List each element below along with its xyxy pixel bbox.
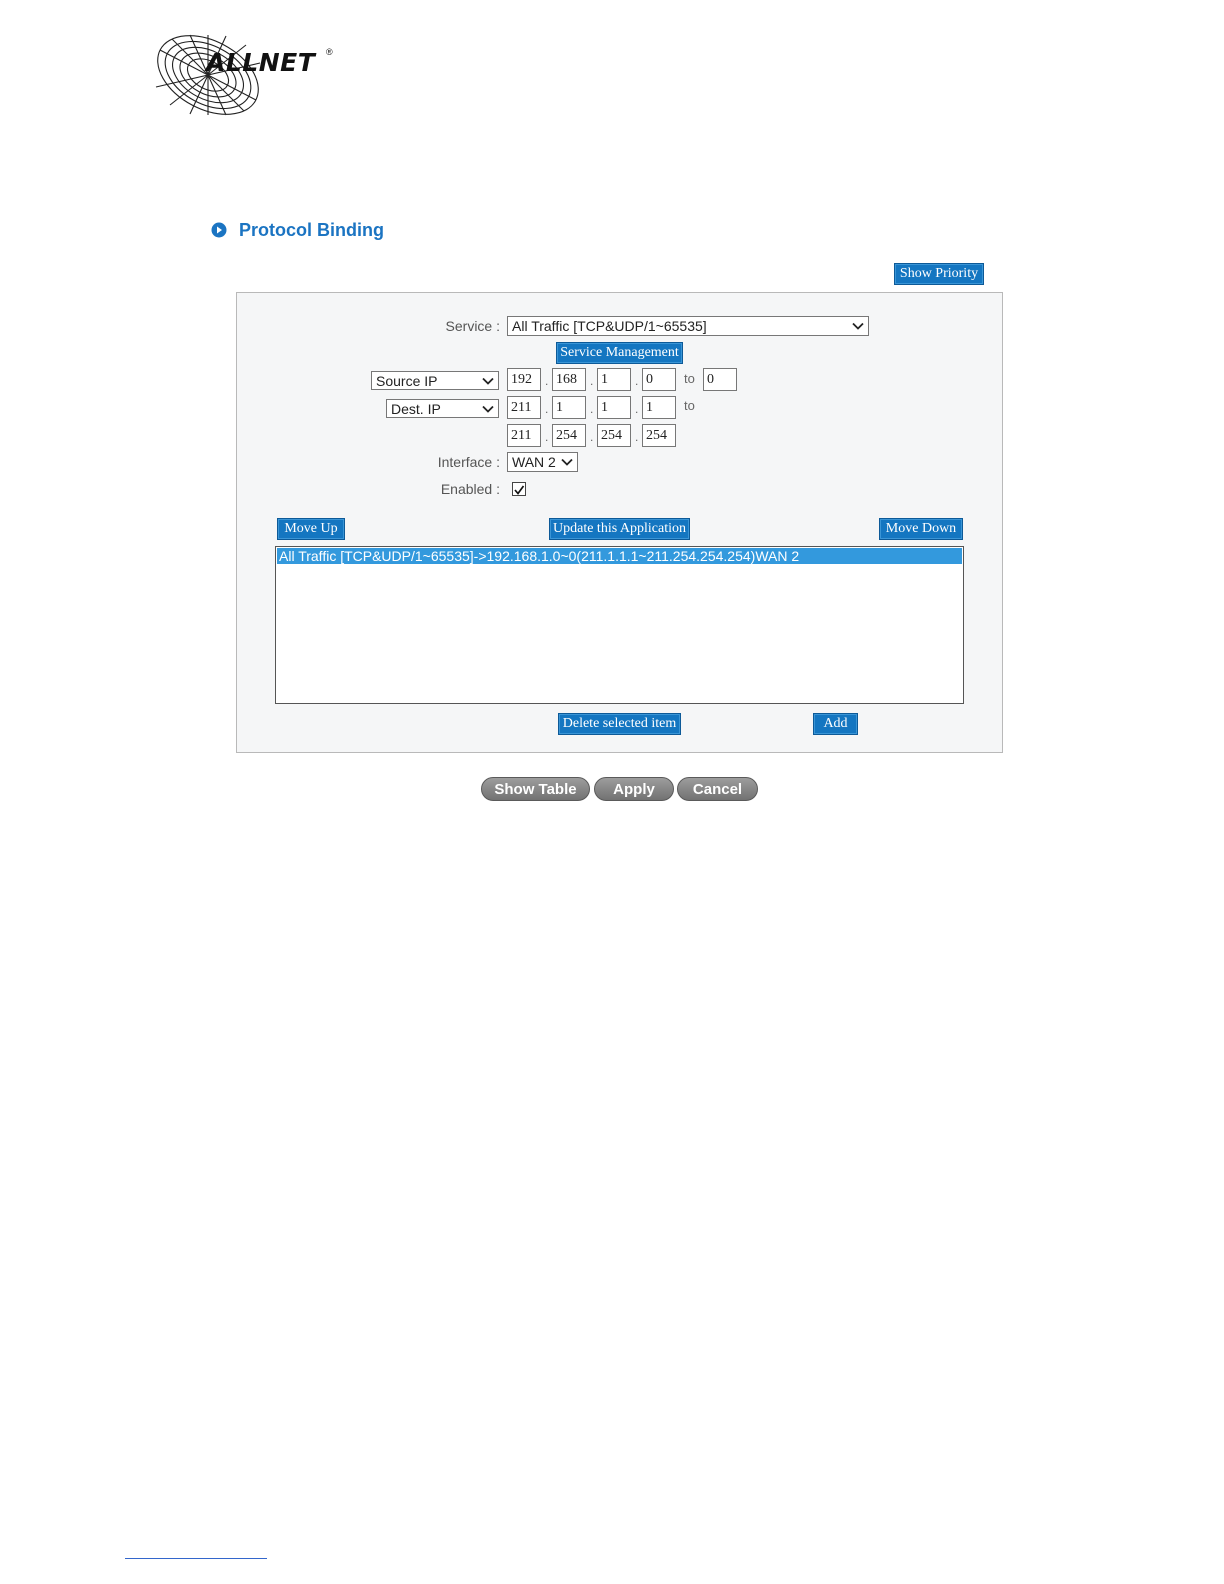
ip-dot: . (635, 430, 639, 444)
enabled-label: Enabled : (440, 481, 500, 497)
ip-dot: . (590, 430, 594, 444)
dest-ip-start-octet-3[interactable]: 1 (597, 396, 631, 419)
service-select[interactable] (507, 316, 869, 336)
source-type-value: Source IP (376, 373, 438, 389)
ip-dot: . (545, 402, 549, 416)
ip-dot: . (635, 402, 639, 416)
chevron-down-icon (561, 456, 573, 468)
dest-type-select[interactable] (386, 399, 499, 418)
show-table-button[interactable]: Show Table (481, 777, 590, 801)
source-ip-octet-2[interactable]: 168 (552, 368, 586, 391)
checkmark-icon (513, 484, 525, 496)
dest-ip-end-octet-4[interactable]: 254 (642, 424, 676, 447)
service-label: Service : (445, 318, 500, 334)
enabled-checkbox[interactable] (512, 482, 526, 496)
add-button[interactable]: Add (813, 713, 858, 735)
ip-dot: . (545, 430, 549, 444)
list-item[interactable]: All Traffic [TCP&UDP/1~65535]->192.168.1.0~0(211.1.1.1~211.254.254.254)WAN 2 (277, 548, 962, 564)
service-select-value: All Traffic [TCP&UDP/1~65535] (512, 318, 707, 334)
dest-ip-start-octet-4[interactable]: 1 (642, 396, 676, 419)
dest-to-label: to (684, 398, 695, 413)
ip-dot: . (590, 402, 594, 416)
delete-selected-button[interactable]: Delete selected item (558, 713, 681, 735)
service-management-button[interactable]: Service Management (556, 342, 683, 364)
dest-ip-start-octet-1[interactable]: 211 (507, 396, 541, 419)
source-ip-end[interactable]: 0 (703, 368, 737, 391)
ip-dot: . (635, 374, 639, 388)
source-to-label: to (684, 371, 695, 386)
dest-ip-end-octet-1[interactable]: 211 (507, 424, 541, 447)
dest-ip-start-octet-2[interactable]: 1 (552, 396, 586, 419)
chevron-down-icon (482, 403, 494, 415)
move-up-button[interactable]: Move Up (277, 518, 345, 540)
chevron-down-icon (482, 375, 494, 387)
circle-arrow-icon (211, 222, 227, 238)
move-down-button[interactable]: Move Down (879, 518, 963, 540)
ip-dot: . (545, 374, 549, 388)
source-type-select[interactable] (371, 371, 499, 390)
source-ip-octet-3[interactable]: 1 (597, 368, 631, 391)
show-priority-button[interactable]: Show Priority (894, 263, 984, 285)
interface-label: Interface : (437, 454, 500, 470)
brand-name: ALLNET (206, 48, 316, 77)
page-title: Protocol Binding (239, 220, 384, 240)
apply-button[interactable]: Apply (594, 777, 674, 801)
cancel-button[interactable]: Cancel (677, 777, 758, 801)
source-ip-octet-4[interactable]: 0 (642, 368, 676, 391)
chevron-down-icon (852, 320, 864, 332)
update-application-button[interactable]: Update this Application (549, 518, 690, 540)
interface-select[interactable] (507, 452, 578, 472)
registered-mark: ® (326, 47, 333, 57)
dest-ip-end-octet-2[interactable]: 254 (552, 424, 586, 447)
dest-ip-end-octet-3[interactable]: 254 (597, 424, 631, 447)
binding-listbox[interactable] (275, 546, 964, 704)
source-ip-octet-1[interactable]: 192 (507, 368, 541, 391)
dest-type-value: Dest. IP (391, 401, 441, 417)
footer-divider (125, 1558, 267, 1559)
interface-value: WAN 2 (512, 454, 556, 470)
ip-dot: . (590, 374, 594, 388)
